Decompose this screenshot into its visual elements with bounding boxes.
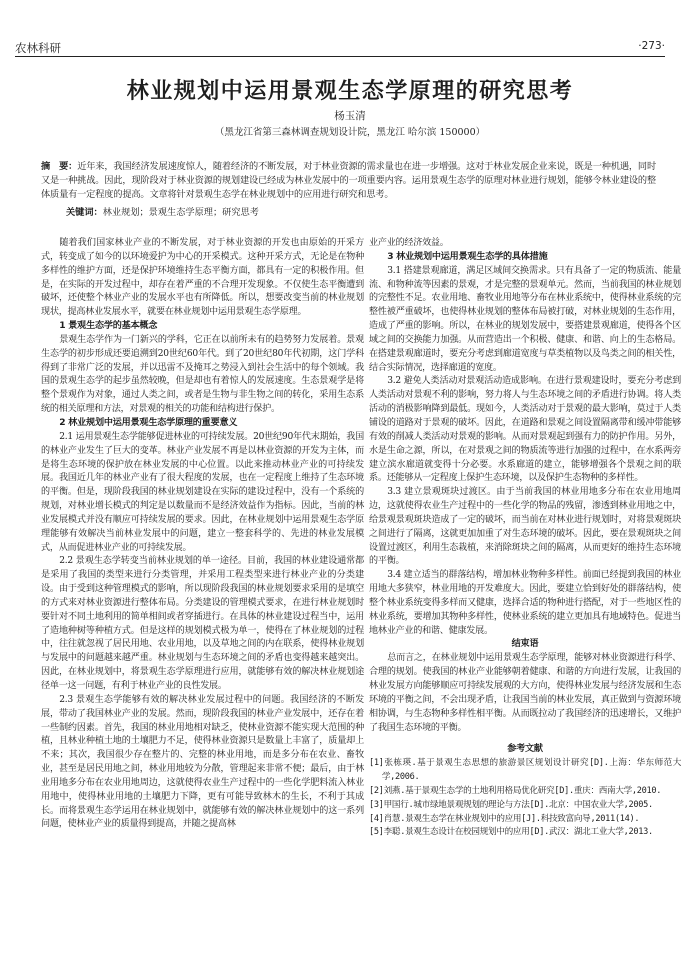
abstract (41, 160, 656, 202)
paragraph: 2.3 景观生态学能够有效的解决林业发展过程中的问题。我国经济的不断发展，带动了我国林业产业的发展。然而，现阶段我国的林业产业发展中，还存在着一些制约因素。首先，我国的林业用地相对缺乏，使林业资源不能实现大范围的种植，且林业种植土地的土壤肥力不足，使得林业资源只是数量上丰富了，质量却上不来；其次，我国很少存在整片的、完整的林业用地，而是多分布在农业、畜牧业，甚至是居民用地之间，林业用地较为分散，管理起来非常不便；最后，由于林业用地多分布在农业用地周边，这就使得农业生产过程中的一些化学肥料流入林业用地中，使得林业用地的土壤肥力下降，更有可能导致林木的生长，不利于其成长。而将景观生态学运用在林业规划中，就能够有效的解决林业规划中的这一系列问题，使林业产业的质量得到提高，并随之提高林 (41, 694, 364, 830)
paragraph: 3.4 建立适当的群落结构，增加林业物种多样性。前面已经提到我国的林业用地大多狭窄，林业用地的开发难度大。因此，要建立恰到好处的群落结构，使整个林业系统变得多样而又健康，选择合适的物种进行搭配，对于一些地区性的林业系统，要增加其物种多样性，使林业系统的建立更加具有地域特色。促进当地林业产业的和谐、健康发展。 (369, 570, 681, 636)
keywords-label: 关键词： (66, 207, 103, 218)
section-heading: 2 林业规划中运用景观生态学原理的重要意义 (59, 417, 238, 428)
abstract-label: 摘 要： (41, 161, 78, 172)
paragraph: 总而言之，在林业规划中运用景观生态学原理，能够对林业资源进行科学、合理的规划。使我国的林业产业能够朝着健康、和谐的方向进行发展，让我国的林业发展方向能够顺应可持续发展观的大方向，使得林业发展与经济发展和生态环境的平衡之间，不会出现矛盾，让我国当前的林业发展，真正做到与资源环境相协调，与生态物种多样性相平衡。从而既拉动了我国经济的迅速增长，又维护了我国生态环境的平衡。 (369, 653, 681, 733)
author: 杨玉清 (334, 110, 366, 122)
paragraph: 3.2 避免人类活动对景观活动造成影响。在进行景观建设时，要充分考虑到人类活动对景观不利的影响，努力将人与生态环境之间的矛盾进行协调。将人类活动的消极影响降到最低。现如今，人类活动对于景观的最大影响，莫过于人类铺设的道路对于景观的破坏。因此，在道路和景观之间设置隔离带和缓冲带能够有效的削减人类活动对景观的影响。从而对景观起到强有力的防护作用。另外，水是生命之源，所以，在对景观之间的物质流等进行加强的过程中，在水系两旁建立滨水廊道就变得十分必要。水系廊道的建立，能够增强各个景观之间的联系。还能够从一定程度上保护生态环境，以及保护生态物种的多样性。 (369, 376, 681, 484)
keywords (66, 204, 259, 218)
keywords-text: 林业规划；景观生态学原理；研究思考 (102, 207, 259, 218)
reference-item: [1]张栋瑛.基于景观生态思想的旅游景区规划设计研究[D].上海：华东师范大学,2006. (369, 758, 681, 783)
reference-item: [2]刘燕.基于景观生态学的土地利用格局优化研究[D].重庆：西南大学,2010. (369, 785, 662, 796)
page-number: ·273· (638, 40, 665, 52)
section-heading: 结束语 (511, 639, 539, 650)
header-rule (15, 56, 665, 57)
running-header (15, 40, 665, 54)
left-column (41, 237, 364, 832)
affiliation: （黑龙江省第三森林调查规划设计院，黑龙江 哈尔滨 150000） (214, 127, 486, 138)
references-title: 参考文献 (507, 744, 543, 755)
reference-item: [4]肖慧.景观生态学在林业规划中的应用[J].科技致富向导,2011(14). (369, 813, 640, 824)
article-title: 林业规划中运用景观生态学原理的研究思考 (126, 79, 574, 104)
reference-item: [5]李聪.景观生态设计在校园规划中的应用[D].武汉：湖北工业大学,2013. (369, 827, 653, 838)
journal-name: 农林科研 (15, 41, 61, 55)
reference-item: [3]甲国行.城市绿地景观规划的理论与方法[D].北京：中国农业大学,2005. (369, 799, 653, 810)
references-list (369, 757, 681, 840)
abstract-text: 近年来，我国经济发展速度惊人，随着经济的不断发展，对于林业资源的需求量也在进一步增强。这对于林业发展企业来说，既是一种机遇，同时又是一种挑战。因此，现阶段对于林业资源的规划建设已经成为林业发展中的一项重要内容。运用景观生态学的原理对林业进行规划，能够令林业建设的整体质量有一定程度的提高。文章将针对景观生态学在林业规划中的应用进行研究和思考。 (41, 161, 656, 200)
paragraph: 3.1 搭建景观廊道，满足区域间交换需求。只有具备了一定的物质流、能量流、和物种流等因素的景观，才是完整的景观单元。然而，当前我国的林业规划的完整性不足。农业用地、畜牧业用地等分布在林业系统中，使得林业系统的完整性被严重破坏，也使得林业规划的整体布局被打破，对林业规划的生态作用，造成了严重的影响。所以，在林业的规划发展中，要搭建景观廊道，使得各个区域之间的交换能力加强。从而营造出一个积极、健康、和谐、向上的生态格局。在搭建景观廊道时，要充分考虑到廊道宽度与草类植物以及鸟类之间的相关性，结合实际情况，选择廊道的宽度。 (369, 265, 681, 373)
paragraph: 随着我们国家林业产业的不断发展，对于林业资源的开发也由原始的开采方式，转变成了如今的以环境爱护为中心的开采模式。这种开采方式，无论是在物种多样性的维护方面，还是保护环境维持生态平衡方面，都具有一定的积极作用。但是，在实际的开发过程中，却存在着严重的不合理开发现象。不仅使生态平衡遭到破坏，还使整个林业产业的发展水平也有所降低。所以，想要改变当前的林业规划现状，提高林业发展水平，就要在林业规划中运用景观生态学原理。 (41, 238, 364, 318)
right-column (369, 237, 681, 840)
paragraph: 2.2 景观生态学转变当前林业规划的单一途径。目前，我国的林业建设通常都是采用了我国的类型来进行分类管理，并采用工程类型来进行林业产业的分类建设。由于受到这种管理模式的影响，所以现阶段我国的林业规划要求采用的是填空的方式来对林业资源进行整体布局。分类建设的管理模式要求，在进行林业规划时要针对不同土地利用的简单相间或者穿插进行。在具体的林业建设过程当中，运用了造地种树等种植方式。但是这样的规划模式极为单一，使得在了林业规划的过程中，往往就忽视了居民用地、农业用地，以及草地之间的内在联系，使得林业规划与发展中的问题越来越严重。林业规划与生态环境之间的矛盾也变得越来越突出。因此，在林业规划中，将景观生态学原理进行应用，就能够有效的解决林业规划途径单一这一问题，有利于林业产业的良性发展。 (41, 556, 364, 691)
paragraph: 3.3 建立景观斑块过渡区。由于当前我国的林业用地多分布在农业用地周边，这就使得农业生产过程中的一些化学的物品的残留，渗透到林业用地之中，给景观景观斑块造成了一定的破坏，而当前在对林业进行规划时，对将景观斑块之间进行了隔离，这就更加加重了对生态环境的破坏。因此，要在景观斑块之间设置过渡区，利用生态栽植，来消除斑块之间的隔离，从而更好的维持生态环境的平衡。 (369, 487, 681, 567)
paragraph: 业产业的经济效益。 (369, 238, 449, 248)
section-heading: 1 景观生态学的基本概念 (59, 321, 158, 332)
section-heading: 3 林业规划中运用景观生态学的具体措施 (387, 251, 548, 262)
paragraph: 2.1 运用景观生态学能够促进林业的可持续发展。20世纪90年代末期始，我国的林业产业发生了巨大的变革。林业产业发展不再是以林业资源的开发为主体，而是将生态环境的保护放在林业发展的中心位置。以此来推动林业产业的可持续发展。我国近几年的林业产业有了很大程度的发展，也在一定程度上维持了生态环境的平衡。但是，现阶段我国的林业规划建设在实际的建设过程中，没有一个系统的规划，对林业增长模式的判定是以数量而不是经济效益作为指标。因此，当前的林业发展模式并没有顺应可持续发展的要求。因此，在林业规划中运用景观生态学原理能够有效解决当前林业发展中的问题，建立一整套科学的、先进的林业发展模式，从而促进林业产业的可持续发展。 (41, 431, 364, 553)
paragraph: 景观生态学作为一门新兴的学科，它正在以前所未有的趋势努力发展着。景观生态学的初步形成还要追溯到20世纪60年代。到了20世纪80年代初期，这门学科得到了非常广泛的发展，并以迅雷不及掩耳之势浸入到社会生活中的每个领域。我国的景观生态学的起步虽然较晚，但是却也有着惊人的发展速度。生态景观学是将整个景观作为对象，通过人类之间，或者是生物与非生物之间的转化，采用生态系统的相关原理和方法，对景观的相关的功能和结构进行保护。 (41, 334, 364, 415)
